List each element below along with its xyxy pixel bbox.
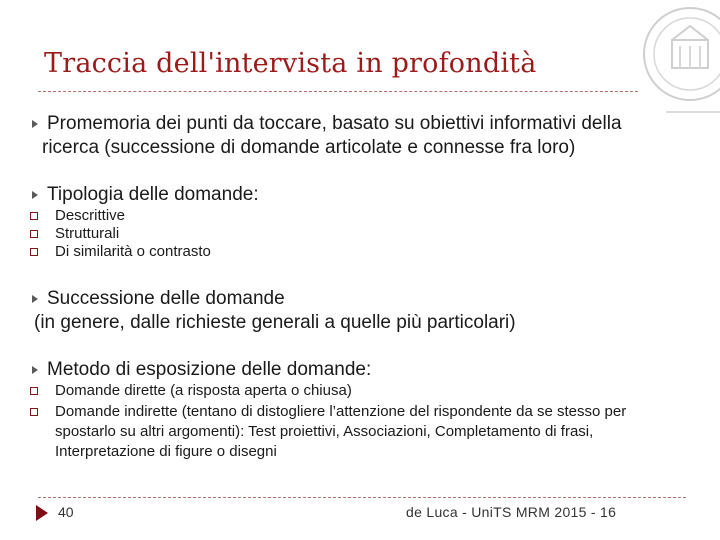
hollow-square-icon bbox=[30, 248, 38, 256]
sub-item-similarita: Di similarità o contrasto bbox=[55, 243, 211, 260]
page-number: 40 bbox=[58, 504, 74, 520]
bullet-4-line1: Metodo di esposizione delle domande: bbox=[47, 359, 372, 380]
triangle-right-icon bbox=[32, 191, 38, 199]
sub-item-strutturali: Strutturali bbox=[55, 225, 120, 242]
sub-item-domande-indirette-line3: Interpretazione di figure o disegni bbox=[55, 443, 277, 460]
sub-item-descrittive: Descrittive bbox=[55, 207, 126, 224]
hollow-square-icon bbox=[30, 387, 38, 395]
footer-credit: de Luca - UniTS MRM 2015 - 16 bbox=[406, 504, 617, 520]
sub-item-domande-indirette-line1: Domande indirette (tentano di distogliere l’attenzione del rispondente da se stesso per bbox=[55, 403, 627, 420]
triangle-right-icon bbox=[32, 120, 38, 128]
bullet-3-line2: (in genere, dalle richieste generali a quelle più particolari) bbox=[34, 312, 516, 333]
hollow-square-icon bbox=[30, 212, 38, 220]
arrow-right-icon bbox=[36, 505, 48, 521]
hollow-square-icon bbox=[30, 408, 38, 416]
bullet-1-line1: Promemoria dei punti da toccare, basato su obiettivi informativi della bbox=[47, 113, 622, 134]
title-divider bbox=[38, 91, 638, 92]
bullet-3-line1: Successione delle domande bbox=[47, 288, 285, 309]
bullet-1-line2: ricerca (successione di domande articolate e connesse fra loro) bbox=[42, 137, 576, 158]
triangle-right-icon bbox=[32, 366, 38, 374]
footer-divider bbox=[38, 497, 686, 498]
hollow-square-icon bbox=[30, 230, 38, 238]
university-seal-logo bbox=[636, 2, 720, 122]
triangle-right-icon bbox=[32, 295, 38, 303]
slide-title: Traccia dell'intervista in profondità bbox=[44, 48, 537, 79]
sub-item-domande-dirette: Domande dirette (a risposta aperta o chiusa) bbox=[55, 382, 352, 399]
sub-item-domande-indirette-line2: spostarlo su altri argomenti): Test proiettivi, Associazioni, Completamento di frasi, bbox=[55, 423, 594, 440]
bullet-2-line1: Tipologia delle domande: bbox=[47, 184, 259, 205]
